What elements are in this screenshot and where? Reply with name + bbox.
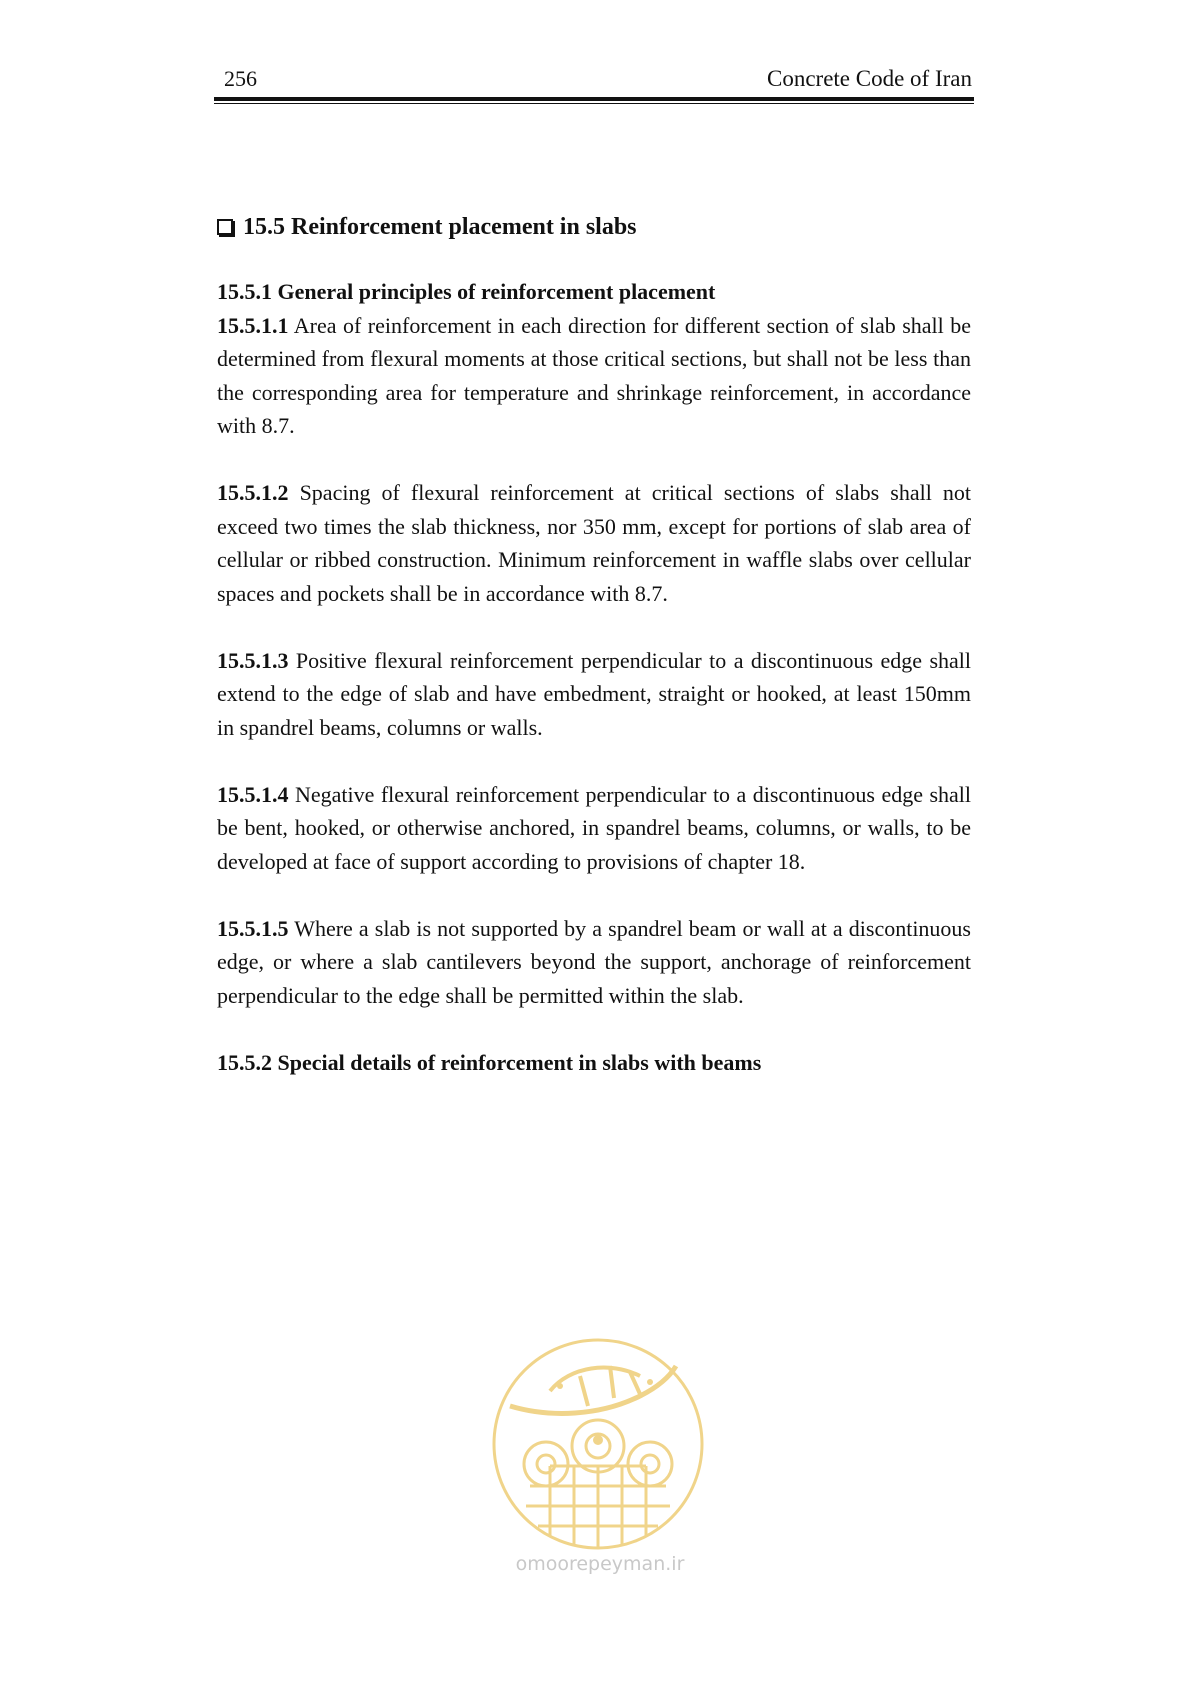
header-rule [214,97,974,101]
watermark-url: omoorepeyman.ir [515,1553,685,1575]
page-content [217,212,971,1079]
page-number: 256 [224,66,257,91]
clause-text: Area of reinforcement in each direction for different section of slab shall be determined from flexural moments at those critical sections, but shall not be less than the corresponding area for temperature and shrinkage reinforcement, in accordance with 8.7. [217,312,971,438]
paragraph-15-5-1-3 [217,644,971,745]
clause-text: Where a slab is not supported by a spandrel beam or wall at a discontinuous edge, or where a slab cantilevers beyond the support, anchorage of reinforcement perpendicular to the edge shall be permitted within the slab. [217,915,971,1008]
running-title: Concrete Code of Iran [766,66,972,91]
header-rule-thin [214,103,974,104]
checkbox-square-icon [217,219,233,235]
paragraph-15-5-1-4 [217,778,971,879]
clause-text: Spacing of flexural reinforcement at critical sections of slabs shall not exceed two times the slab thickness, nor 350 mm, except for portions of slab area of cellular or ribbed construction. Minimum reinforcement in waffle slabs over cellular spaces and pockets shall be in accordance with 8.7. [217,480,971,606]
section-title: 15.5 Reinforcement placement in slabs [243,214,637,240]
clause-number: 15.5.1.4 [217,781,289,807]
clause-number: 15.5.1.3 [217,647,289,673]
subsection-title: 15.5.1 General principles of reinforcement placement [217,279,716,304]
paragraph-15-5-1-5 [217,912,971,1013]
watermark-logo-icon [490,1336,706,1552]
clause-number: 15.5.1.1 [217,312,289,338]
paragraph-15-5-1-2 [217,476,971,610]
clause-text: Positive flexural reinforcement perpendicular to a discontinuous edge shall extend to the edge of slab and have embedment, straight or hooked, at least 150mm in spandrel beams, columns or walls. [217,647,971,740]
clause-number: 15.5.1.5 [217,915,289,941]
subsection-title-2: 15.5.2 Special details of reinforcement in slabs with beams [217,1049,762,1075]
section-heading [217,212,971,242]
clause-number: 15.5.1.2 [217,480,289,505]
clause-text: Negative flexural reinforcement perpendicular to a discontinuous edge shall be bent, hooked, or otherwise anchored, in spandrel beams, columns, or walls, to be developed at face of support according to provisions of chapter 18. [217,781,971,874]
paragraph-15-5-1-1 [217,309,971,443]
